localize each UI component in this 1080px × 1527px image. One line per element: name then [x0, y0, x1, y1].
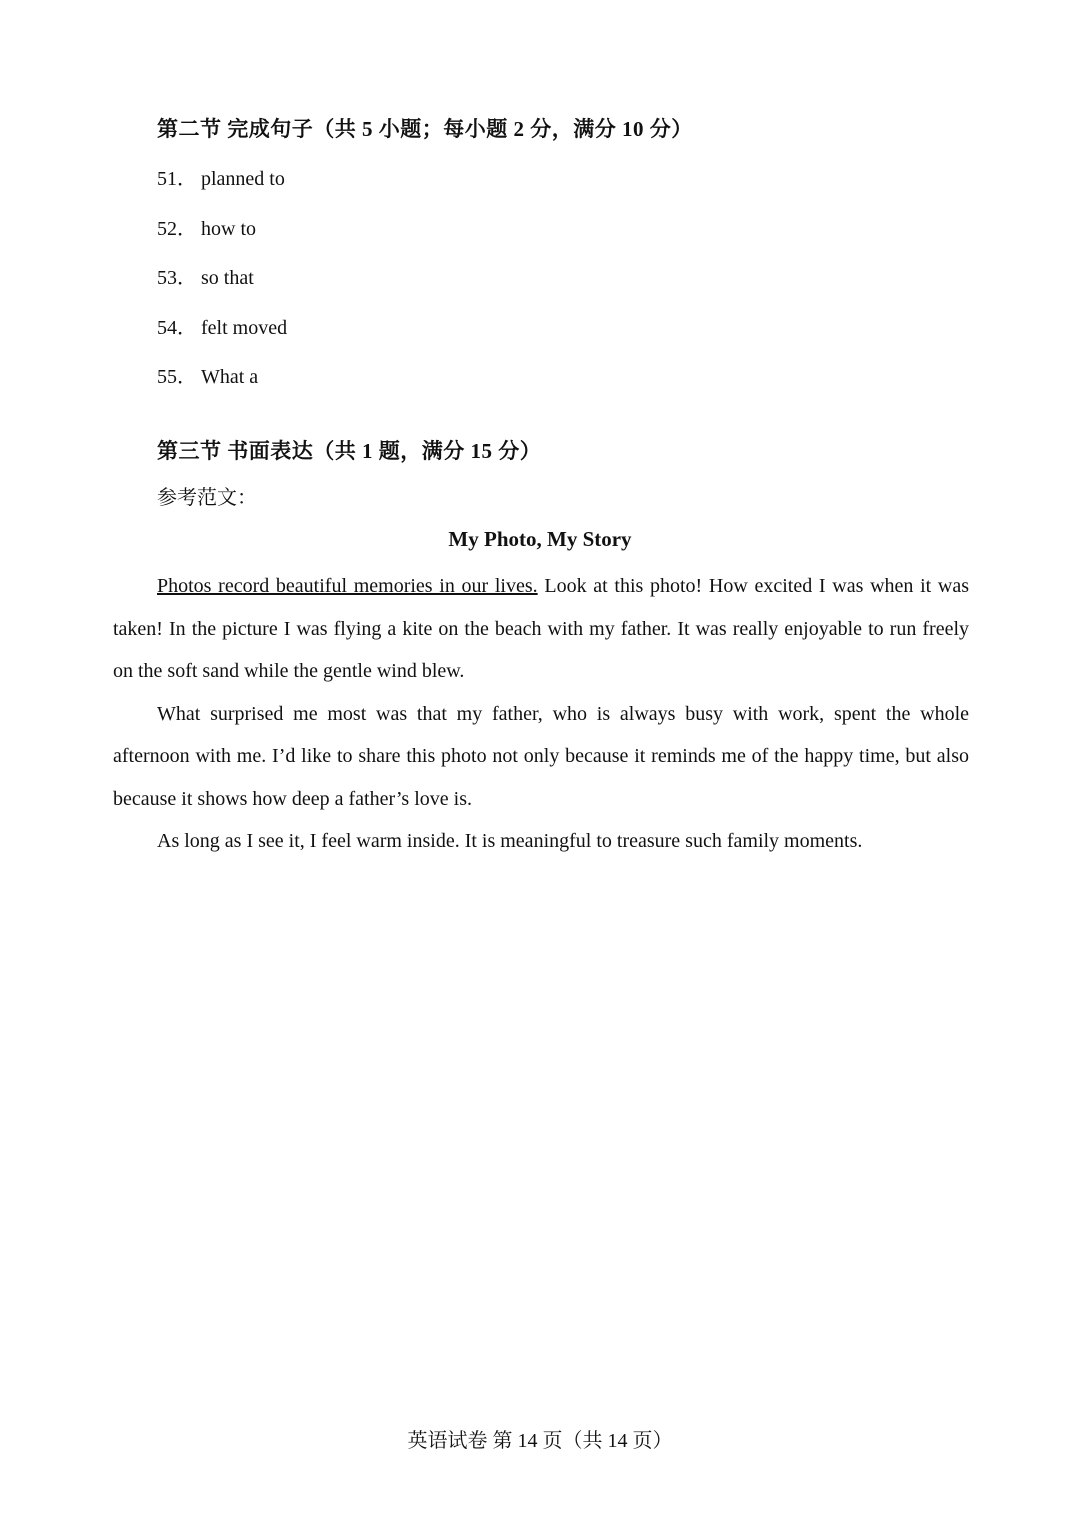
section-2-title: 第二节 完成句子 [157, 117, 314, 141]
answer-text: What a [201, 366, 259, 388]
essay-body [113, 565, 969, 863]
answer-item [157, 360, 287, 410]
section-2-heading [157, 113, 693, 143]
answer-number: 51． [157, 168, 197, 190]
reference-essay-label: 参考范文： [157, 487, 257, 509]
answer-item [157, 261, 287, 311]
page-footer: 英语试卷 第 14 页（共 14 页） [407, 1430, 673, 1452]
answer-text: how to [201, 217, 256, 240]
answer-item [157, 162, 287, 212]
essay-paragraph-2: What surprised me most was that my father, who is always busy with work, spent the whole afternoon with me. I’d like to share this photo not only because it reminds me of the happy time, but also because it shows how deep a father’s love is. [113, 702, 969, 810]
answer-text: felt moved [201, 316, 288, 339]
answer-item [157, 212, 287, 262]
essay-paragraph-3: As long as I see it, I feel warm inside. It is meaningful to treasure such family moments. [157, 830, 863, 852]
section-2-note: （共 5 小题；每小题 2 分，满分 10 分） [313, 117, 693, 141]
essay-topic-sentence: Photos record beautiful memories in our lives. [157, 575, 538, 597]
essay-paragraph-1 [113, 565, 969, 693]
section-3-note: （共 1 题，满分 15 分） [313, 439, 542, 463]
answer-list [157, 162, 287, 410]
essay-paragraph-1-rest: Look at this photo! How excited I was when it was taken! In the picture I was flying a kite on the beach with my father. It was really enjoyable to run freely on the soft sand while the gentle wind blew. [113, 575, 969, 682]
answer-text: so that [201, 267, 254, 289]
section-3-heading [157, 435, 541, 465]
answer-item [157, 311, 287, 361]
answer-number: 52． [157, 217, 197, 240]
section-3-title: 第三节 书面表达 [157, 439, 314, 463]
answer-number: 55． [157, 366, 197, 388]
essay-title: My Photo, My Story [448, 527, 632, 551]
answer-text: planned to [201, 168, 285, 190]
answer-number: 53． [157, 267, 197, 289]
answer-number: 54． [157, 316, 197, 339]
